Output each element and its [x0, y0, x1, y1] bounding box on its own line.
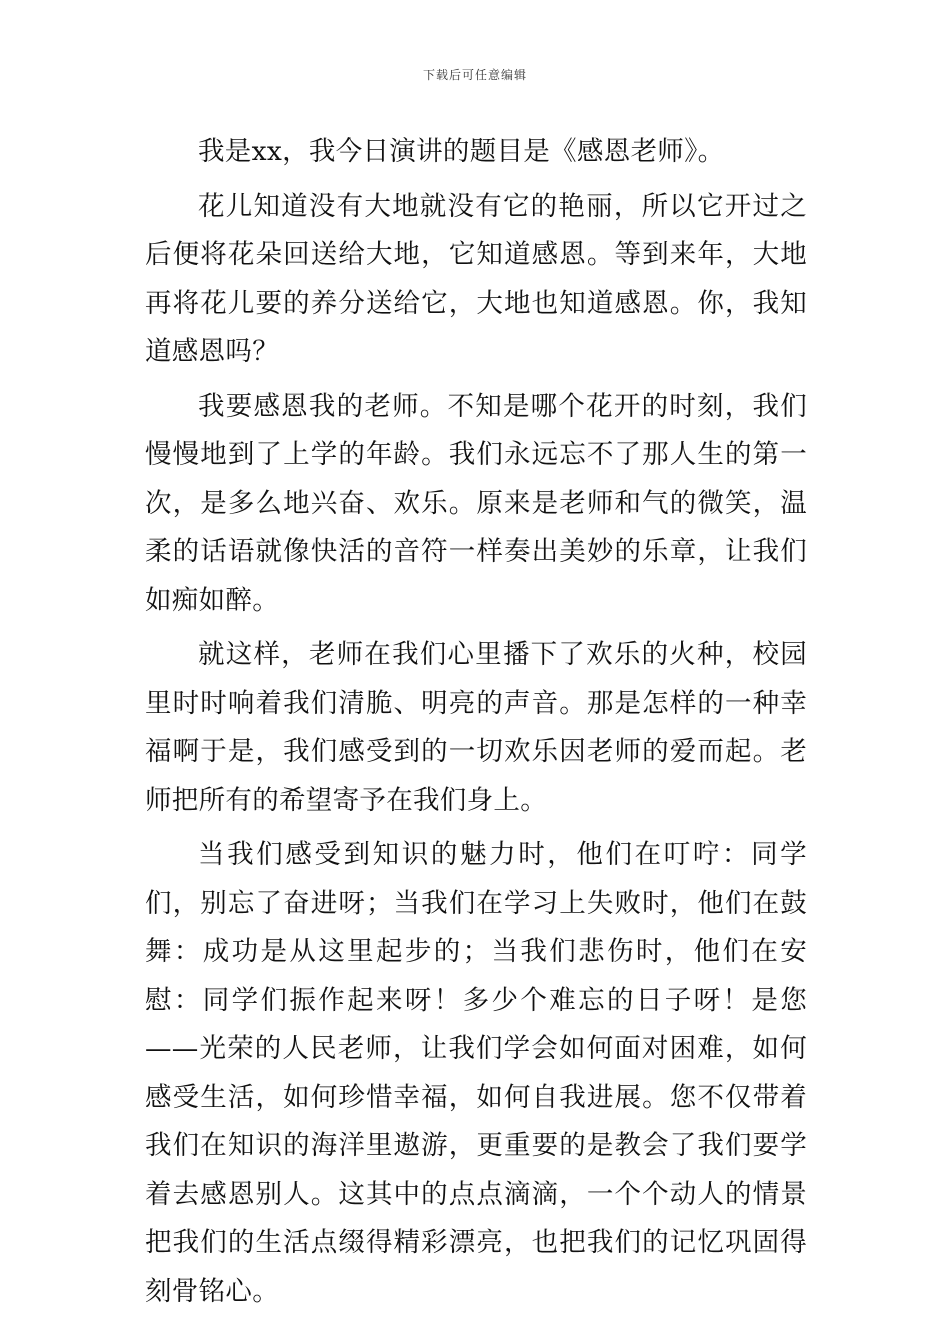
paragraph-joy: 就这样，老师在我们心里播下了欢乐的火种，校园里时时响着我们清脆、明亮的声音。那是怎样的一种幸福啊于是，我们感受到的一切欢乐因老师的爱而起。老师把所有的希望寄予在我们身上。: [145, 639, 807, 816]
paragraph-teacher: 我要感恩我的老师。不知是哪个花开的时刻，我们慢慢地到了上学的年龄。我们永远忘不了那人生的第一次，是多么地兴奋、欢乐。原来是老师和气的微笑，温柔的话语就像快活的音符一样奏出美妙的乐章，让我们如痴如醉。: [145, 390, 807, 616]
paragraph-flowers: 花儿知道没有大地就没有它的艳丽，所以它开过之后便将花朵回送给大地，它知道感恩。等到来年，大地再将花儿要的养分送给它，大地也知道感恩。你，我知道感恩吗？: [145, 190, 807, 367]
header-note: 下载后可任意编辑: [422, 68, 527, 82]
document-body: [145, 128, 807, 1322]
paragraph-intro: 我是xx，我今日演讲的题目是《感恩老师》。: [198, 136, 725, 167]
paragraph-gratitude: 当我们感受到知识的魅力时，他们在叮咛：同学们，别忘了奋进呀；当我们在学习上失败时，他们在鼓舞：成功是从这里起步的；当我们悲伤时，他们在安慰：同学们振作起来呀！多少个难忘的日子呀！是您——光荣的人民老师，让我们学会如何面对困难，如何感受生活，如何珍惜幸福，如何自我进展。您不仅带着我们在知识的海洋里遨游，更重要的是教会了我们要学着去感恩别人。这其中的点点滴滴，一个个动人的情景把我们的生活点缀得精彩漂亮，也把我们的记忆巩固得刻骨铭心。: [145, 839, 807, 1307]
